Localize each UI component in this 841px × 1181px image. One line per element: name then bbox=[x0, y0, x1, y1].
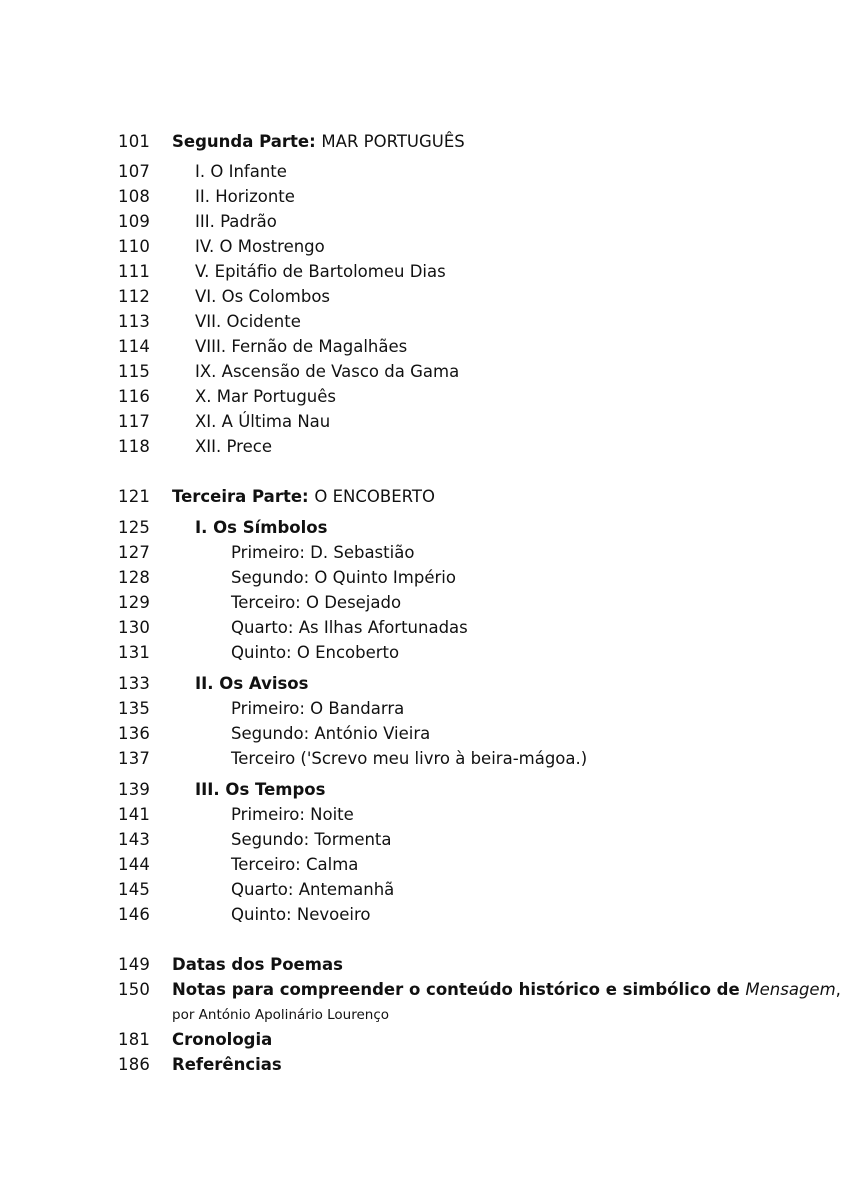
entry-label: V. Epitáfio de Bartolomeu Dias bbox=[195, 262, 446, 281]
entry-byline: por António Apolinário Lourenço bbox=[172, 1007, 390, 1023]
page-number: 128 bbox=[118, 568, 151, 587]
entry-label: VI. Os Colombos bbox=[195, 287, 331, 306]
entry-label: XI. A Última Nau bbox=[195, 412, 331, 431]
toc-entry[interactable] bbox=[0, 285, 827, 309]
entry-label: Quarto: Antemanhã bbox=[231, 880, 395, 899]
entry-label: Primeiro: O Bandarra bbox=[231, 699, 405, 718]
page-number: 143 bbox=[118, 830, 151, 849]
section-label: II. Os Avisos bbox=[195, 674, 309, 693]
toc-entry[interactable] bbox=[0, 828, 827, 852]
page-number: 112 bbox=[118, 287, 151, 306]
toc-entry[interactable] bbox=[0, 697, 827, 721]
entry-label: Primeiro: Noite bbox=[231, 805, 354, 824]
page-number: 110 bbox=[118, 237, 151, 256]
part-title-name: O ENCOBERTO bbox=[314, 487, 435, 506]
toc-entry[interactable] bbox=[0, 210, 827, 234]
page-number: 115 bbox=[118, 362, 151, 381]
page-number: 129 bbox=[118, 593, 151, 612]
part-title bbox=[172, 130, 465, 154]
page-number: 116 bbox=[118, 387, 151, 406]
entry-label: IV. O Mostrengo bbox=[195, 237, 325, 256]
entry-label: Segundo: Tormenta bbox=[231, 830, 392, 849]
page-number: 118 bbox=[118, 437, 151, 456]
page-number: 135 bbox=[118, 699, 151, 718]
entry-label: Segundo: António Vieira bbox=[231, 724, 431, 743]
entry-label: Quinto: O Encoberto bbox=[231, 643, 400, 662]
toc-part-heading[interactable] bbox=[0, 485, 827, 509]
entry-label: Referências bbox=[172, 1055, 282, 1074]
entry-label-text: Notas para compreender o conteúdo histórico e simbólico de bbox=[172, 980, 746, 999]
toc-section-heading[interactable] bbox=[0, 672, 827, 696]
toc-entry[interactable] bbox=[0, 360, 827, 384]
toc-entry[interactable] bbox=[0, 435, 827, 459]
entry-label: III. Padrão bbox=[195, 212, 277, 231]
entry-label: Quinto: Nevoeiro bbox=[231, 905, 371, 924]
toc-section-heading[interactable] bbox=[0, 516, 827, 540]
toc-entry[interactable] bbox=[0, 616, 827, 640]
page-number: 130 bbox=[118, 618, 151, 637]
page-number: 121 bbox=[118, 487, 151, 506]
page-number: 149 bbox=[118, 955, 151, 974]
toc-entry[interactable] bbox=[0, 641, 827, 665]
section-label: I. Os Símbolos bbox=[195, 518, 328, 537]
toc-entry[interactable] bbox=[0, 335, 827, 359]
toc-entry[interactable] bbox=[0, 566, 827, 590]
page-number: 107 bbox=[118, 162, 151, 181]
entry-label-suffix: , bbox=[835, 980, 841, 999]
page-number: 137 bbox=[118, 749, 151, 768]
entry-label: Cronologia bbox=[172, 1030, 273, 1049]
toc-entry[interactable] bbox=[0, 310, 827, 334]
page-number: 114 bbox=[118, 337, 151, 356]
entry-label: I. O Infante bbox=[195, 162, 287, 181]
part-title-label: Segunda Parte: bbox=[172, 132, 316, 151]
entry-label: Terceiro: O Desejado bbox=[231, 593, 402, 612]
toc-entry[interactable] bbox=[0, 903, 827, 927]
entry-label: IX. Ascensão de Vasco da Gama bbox=[195, 362, 460, 381]
toc-entry[interactable] bbox=[0, 160, 827, 184]
entry-label: VIII. Fernão de Magalhães bbox=[195, 337, 408, 356]
toc-section-heading[interactable] bbox=[0, 778, 827, 802]
toc-entry[interactable] bbox=[0, 722, 827, 746]
page-number: 133 bbox=[118, 674, 151, 693]
book-title: Mensagem bbox=[745, 980, 836, 999]
page-number: 113 bbox=[118, 312, 151, 331]
page-number: 108 bbox=[118, 187, 151, 206]
toc-back-matter-entry[interactable] bbox=[0, 1028, 827, 1052]
page-number: 150 bbox=[118, 980, 151, 999]
toc-entry[interactable] bbox=[0, 185, 827, 209]
entry-label: Datas dos Poemas bbox=[172, 955, 343, 974]
page-number: 111 bbox=[118, 262, 151, 281]
toc-back-matter-entry[interactable] bbox=[0, 1053, 827, 1077]
page-number: 109 bbox=[118, 212, 151, 231]
toc-back-matter-entry[interactable] bbox=[0, 953, 827, 977]
page-number: 144 bbox=[118, 855, 151, 874]
entry-label: Quarto: As Ilhas Afortunadas bbox=[231, 618, 468, 637]
entry-label: Terceiro ('Screvo meu livro à beira-mágoa.) bbox=[231, 749, 588, 768]
toc-entry[interactable] bbox=[0, 747, 827, 771]
part-title bbox=[172, 485, 435, 509]
section-label: III. Os Tempos bbox=[195, 780, 326, 799]
page-number: 186 bbox=[118, 1055, 151, 1074]
toc-entry[interactable] bbox=[0, 853, 827, 877]
toc-entry[interactable] bbox=[0, 385, 827, 409]
entry-label: II. Horizonte bbox=[195, 187, 295, 206]
page-number: 145 bbox=[118, 880, 151, 899]
toc-entry[interactable] bbox=[0, 803, 827, 827]
entry-label: VII. Ocidente bbox=[195, 312, 301, 331]
toc-back-matter-entry[interactable] bbox=[0, 978, 841, 1002]
entry-label: X. Mar Português bbox=[195, 387, 337, 406]
page-number: 181 bbox=[118, 1030, 151, 1049]
page-number: 101 bbox=[118, 132, 151, 151]
toc-entry[interactable] bbox=[0, 878, 827, 902]
part-title-name: MAR PORTUGUÊS bbox=[321, 132, 465, 151]
toc-entry[interactable] bbox=[0, 541, 827, 565]
entry-label bbox=[172, 978, 841, 1002]
toc-entry[interactable] bbox=[0, 410, 827, 434]
entry-label: Segundo: O Quinto Império bbox=[231, 568, 456, 587]
page-number: 127 bbox=[118, 543, 151, 562]
toc-entry[interactable] bbox=[0, 260, 827, 284]
entry-label: XII. Prece bbox=[195, 437, 272, 456]
entry-label: Primeiro: D. Sebastião bbox=[231, 543, 415, 562]
page-number: 125 bbox=[118, 518, 151, 537]
page-number: 117 bbox=[118, 412, 151, 431]
page-number: 139 bbox=[118, 780, 151, 799]
toc-part-heading[interactable] bbox=[0, 130, 827, 154]
toc-entry[interactable] bbox=[0, 235, 827, 259]
page-number: 141 bbox=[118, 805, 151, 824]
part-title-label: Terceira Parte: bbox=[172, 487, 309, 506]
page-number: 131 bbox=[118, 643, 151, 662]
page-number: 146 bbox=[118, 905, 151, 924]
toc-entry[interactable] bbox=[0, 591, 827, 615]
entry-label: Terceiro: Calma bbox=[231, 855, 359, 874]
page-number: 136 bbox=[118, 724, 151, 743]
